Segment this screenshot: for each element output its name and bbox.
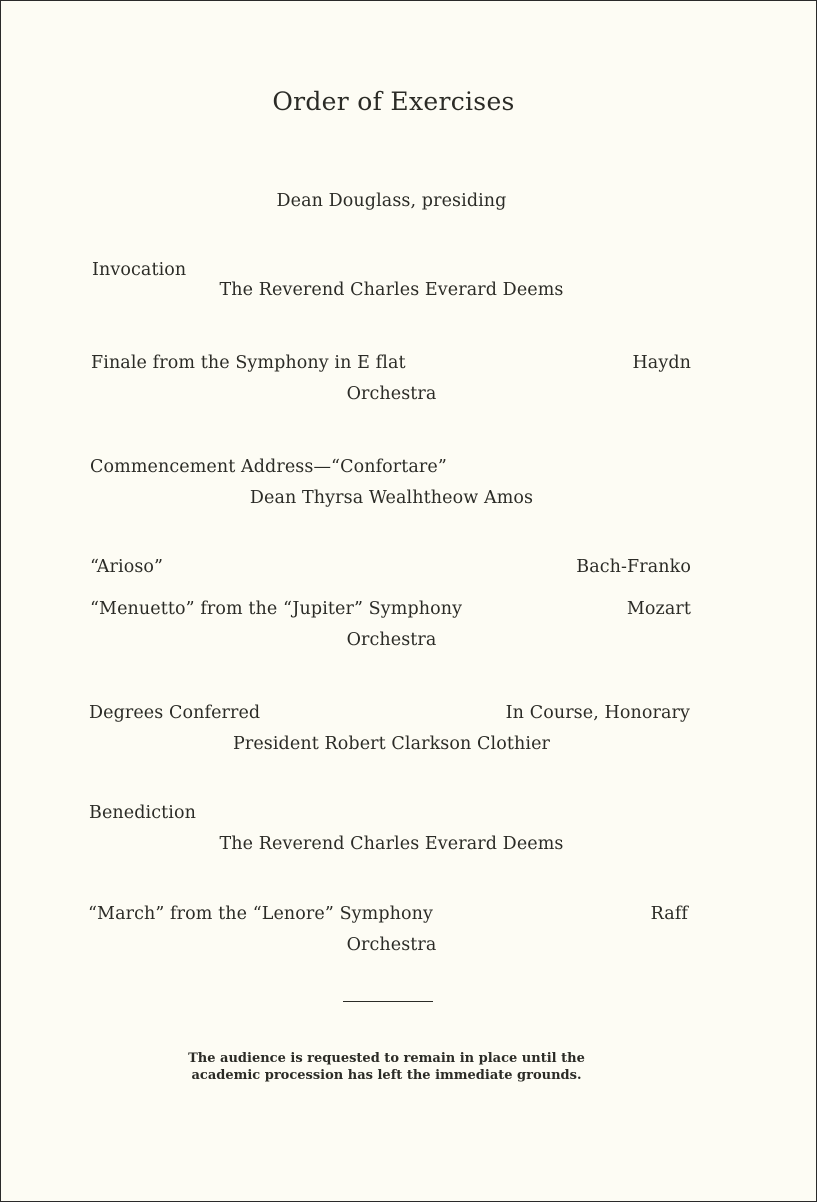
item-arioso-composer: Bach-Franko (576, 557, 691, 577)
item-march-title: “March” from the “Lenore” Symphony (88, 904, 434, 924)
item-degrees-conferrer: President Robert Clarkson Clothier (232, 734, 550, 754)
item-menuetto-performer: Orchestra (346, 630, 437, 650)
presiding-line: Dean Douglass, presiding (276, 191, 507, 211)
item-benediction-title: Benediction (89, 803, 196, 823)
item-degrees-type: In Course, Honorary (505, 703, 690, 723)
item-march-performer: Orchestra (346, 935, 437, 955)
item-haydn-composer: Haydn (632, 353, 691, 373)
item-degrees-title: Degrees Conferred (89, 703, 261, 723)
item-address-speaker: Dean Thyrsa Wealhtheow Amos (249, 488, 534, 508)
item-menuetto-composer: Mozart (626, 599, 691, 619)
item-invocation-performer: The Reverend Charles Everard Deems (219, 280, 564, 300)
page-title: Order of Exercises (272, 87, 515, 116)
audience-note-line-1: The audience is requested to remain in place until the (188, 1051, 585, 1066)
item-haydn-title: Finale from the Symphony in E flat (91, 353, 406, 373)
item-address-title: Commencement Address—“Confortare” (90, 457, 447, 477)
item-haydn-performer: Orchestra (346, 384, 437, 404)
audience-note-line-2: academic procession has left the immediate grounds. (191, 1068, 582, 1083)
item-arioso-title: “Arioso” (90, 557, 164, 577)
item-invocation-title: Invocation (92, 260, 187, 280)
item-benediction-performer: The Reverend Charles Everard Deems (219, 834, 564, 854)
item-menuetto-title: “Menuetto” from the “Jupiter” Symphony (90, 599, 463, 619)
divider-rule (343, 1001, 433, 1002)
item-march-composer: Raff (650, 904, 688, 924)
